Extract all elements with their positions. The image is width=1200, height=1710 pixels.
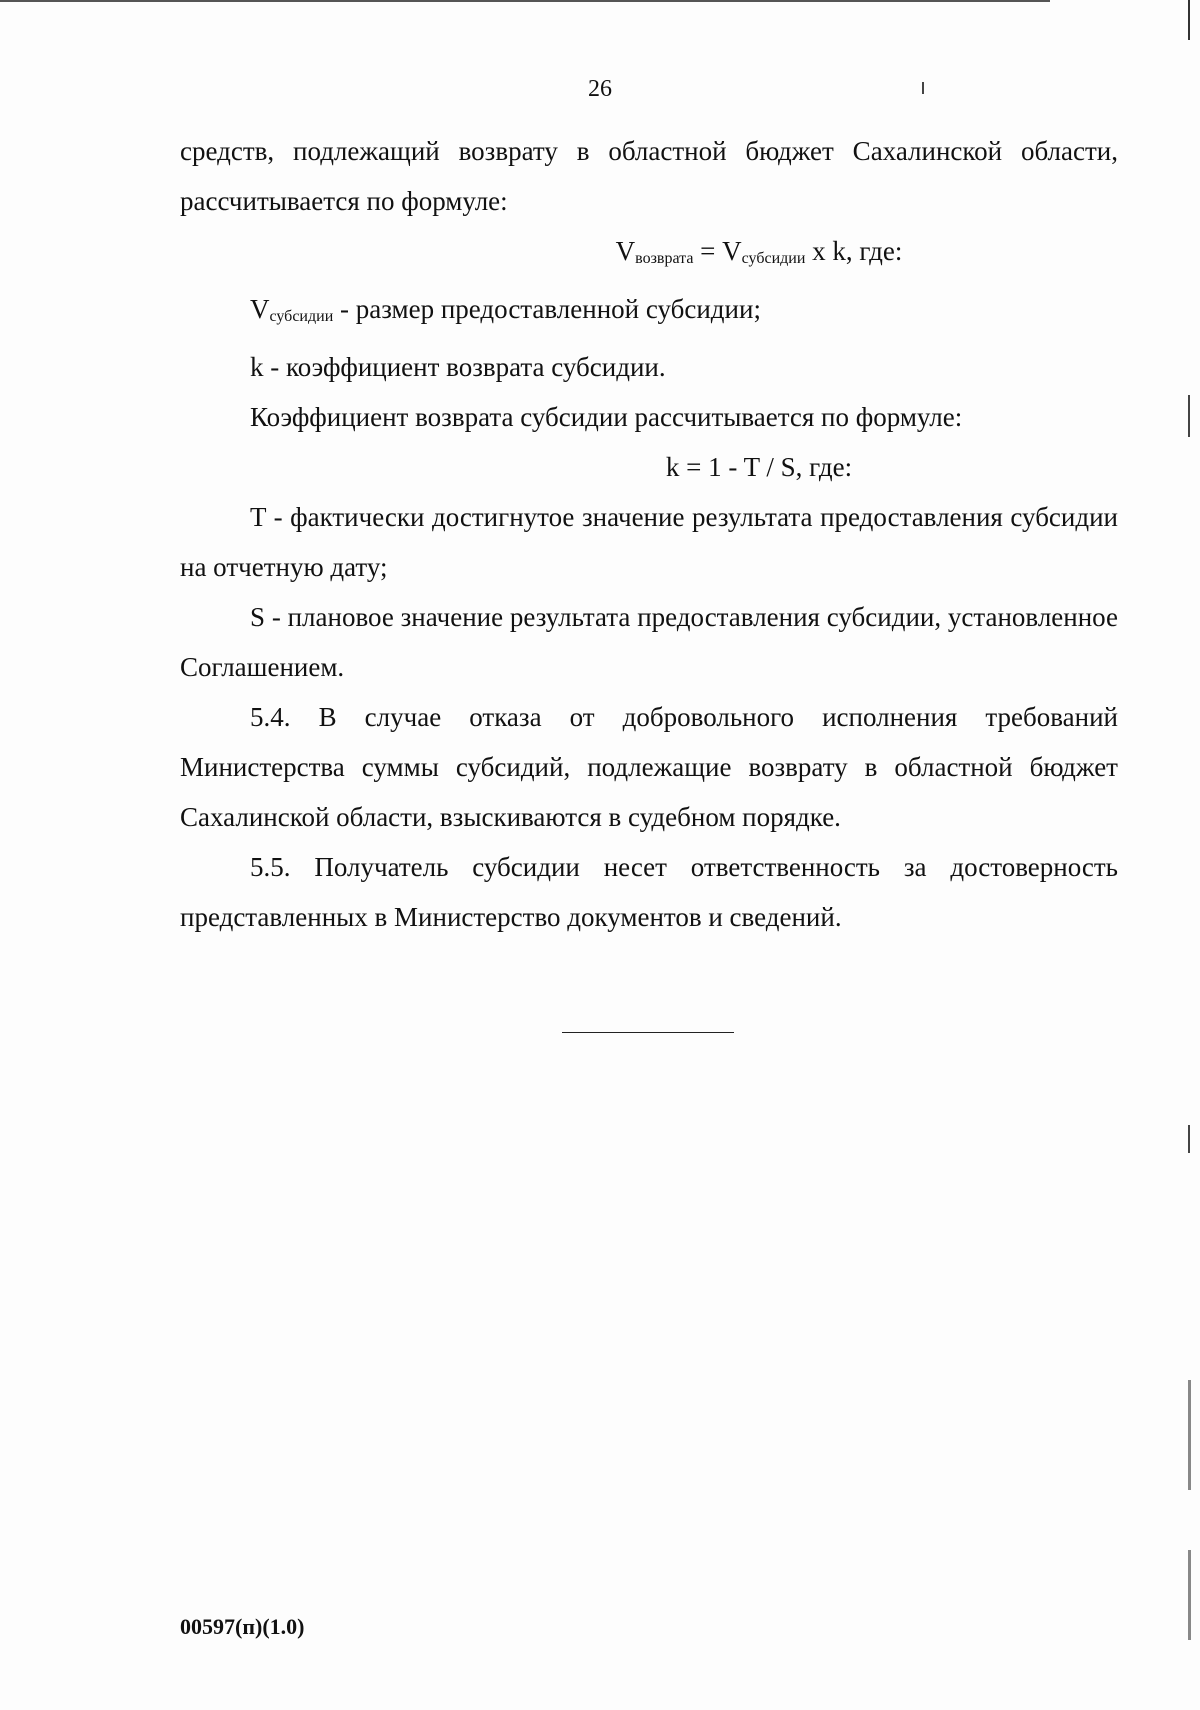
def-v-sub: субсидии	[269, 308, 334, 325]
page-number: 26	[588, 76, 612, 102]
document-body	[180, 126, 1118, 942]
formula-sub-return: возврата	[635, 250, 694, 267]
formula-coefficient: k = 1 - T / S, где:	[665, 452, 853, 482]
paragraph-coefficient: Коэффициент возврата субсидии рассчитывается по формуле:	[250, 402, 963, 432]
paragraph-continuation: средств, подлежащий возврату в областной бюджет Сахалинской области, рассчитывается по формуле:	[180, 136, 1118, 216]
def-v-symbol: V	[250, 294, 270, 324]
paragraph-5-4: 5.4. В случае отказа от добровольного исполнения требований Министерства суммы субсидий, подлежащие возврату в областной бюджет Сахалинской области, взыскиваются в судебном порядке.	[180, 702, 1118, 832]
formula-return-amount	[180, 226, 1118, 284]
end-divider	[562, 1032, 734, 1033]
scan-edge-top	[0, 0, 1050, 2]
definition-v-subsidy	[180, 284, 1118, 342]
scan-edge-right	[1188, 0, 1190, 40]
definition-k: k - коэффициент возврата субсидии.	[250, 352, 666, 382]
definition-t: T - фактически достигнутое значение результата предоставления субсидии на отчетную дату;	[180, 502, 1118, 582]
scan-speck	[1188, 1125, 1190, 1153]
formula-sub-subsidy: субсидии	[741, 250, 806, 267]
scan-speck	[1188, 395, 1190, 437]
formula-equals-v: = V	[693, 236, 742, 266]
document-code: 00597(п)(1.0)	[180, 1614, 305, 1639]
paragraph-5-5: 5.5. Получатель субсидии несет ответственность за достоверность представленных в Министерство документов и сведений.	[180, 852, 1118, 932]
def-v-text: - размер предоставленной субсидии;	[333, 294, 761, 324]
definition-s: S - плановое значение результата предоставления субсидии, установленное Соглашением.	[180, 602, 1118, 682]
scan-speck	[1188, 1550, 1191, 1640]
formula-v-return: V	[615, 236, 636, 266]
scan-speck	[1188, 1380, 1191, 1490]
formula-tail: x k, где:	[805, 236, 903, 266]
